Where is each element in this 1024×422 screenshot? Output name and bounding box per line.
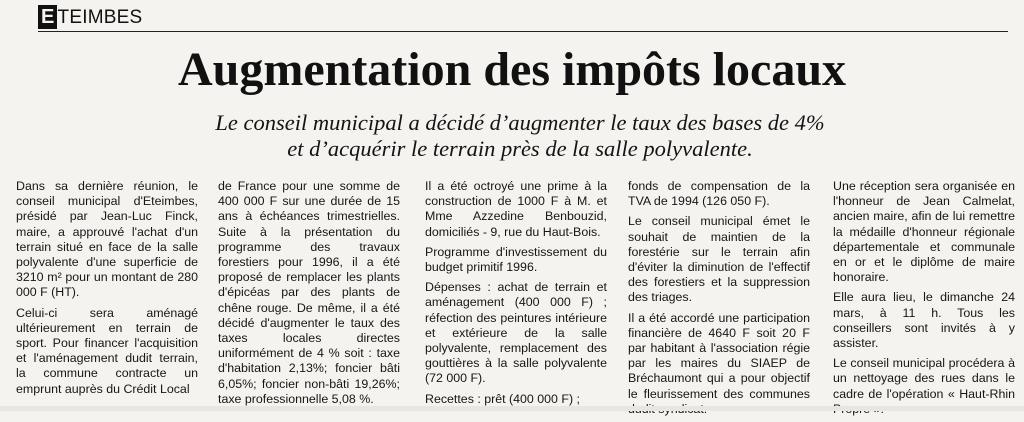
paragraph: de France pour une somme de 400 000 F sur une durée de 15 ans à échéances trimestrielles. Suite à la présentation du programme des travaux forestiers pour 1996, il a été proposé de remplacer les plants d'épicéas par des plants de chêne rouge. De même, il a été décidé d'augmenter le taux des taxes locales directes uniformément de 4 % soit : taxe d'habitation 2,13%; foncier bâti 6,05%; foncier non-bâti 19,26%; taxe professionnelle 5,08 %. [218,179,400,406]
paragraph: Une réception sera organisée en l'honneur de Jean Calmelat, ancien maire, afin de lui remettre la médaille d'honneur régionale départementale et communale en or et le diplôme de maire honoraire. [833,179,1015,285]
paragraph: fonds de compensation de la TVA de 1994 (126 050 F). [628,179,810,209]
headline: Augmentation des impôts locaux [177,43,847,96]
subheadline-line-2: et d’acquérir le terrain près de la salle polyvalente. [287,136,753,161]
paragraph: Elle aura lieu, le dimanche 24 mars, à 11 h. Tous les conseillers sont invités à y assister. [833,290,1015,351]
town-initial: E [38,5,57,29]
paragraph: Recettes : prêt (400 000 F) ; [425,391,580,406]
section-header [0,0,1024,34]
paragraph: Il a été octroyé une prime à la construction de 1000 F à M. et Mme Azzedine Benbouzid, domiciliés - 9, rue du Haut-Bois. [425,179,607,239]
article-column-4 [628,179,810,422]
article-column-1 [16,179,198,402]
paragraph: Le conseil municipal procédera à un nettoyage des rues dans le cadre de l'opération « Haut-Rhin [833,356,1015,401]
article-column-3 [425,179,607,412]
subheadline-line-1: Le conseil municipal a décidé d’augmenter le taux des bases de 4% [215,110,825,135]
paragraph: Dépenses : achat de terrain et aménagement (400 000 F) ; réfection des peintures intérieure et extérieure de la salle polyvalente, remplacement des gouttières à la salle polyvalente (72 000 F). [425,280,607,386]
article-column-2 [218,179,400,412]
subheadline [130,110,910,162]
paragraph: Il a été accordé une participation financière de 4640 F soit 20 F par habitant à l'association régie par les maires du SIAEP de Bréchaumont qui a pour objectif le fleurissement des communes [628,310,810,401]
page-bottom-edge [0,406,1024,411]
paragraph: Programme d'investissement du budget primitif 1996. [425,244,607,275]
paragraph: Dans sa dernière réunion, le conseil municipal d'Eteimbes, présidé par Jean-Luc Finck, maire, a approuvé l'achat d'un terrain situé en face de la salle polyvalente d'une superficie de 3210 m² pour un montant de 280 000 F (HT). [16,179,198,300]
town-rest: TEIMBES [57,7,143,28]
article-column-5 [833,179,1015,422]
header-rule [38,31,1008,32]
town-name [38,5,142,30]
paragraph: Le conseil municipal émet le souhait de maintien de la forestérie sur le terrain afin d'éviter la diminution de l'effectif des forestiers et la suppression des triages. [628,214,810,305]
paragraph: Celui-ci sera aménagé ultérieurement en terrain de sport. Pour financer l'acquisition et l'aménagement dudit terrain, la commune contracte un emprunt auprès du Crédit Local [16,305,198,396]
